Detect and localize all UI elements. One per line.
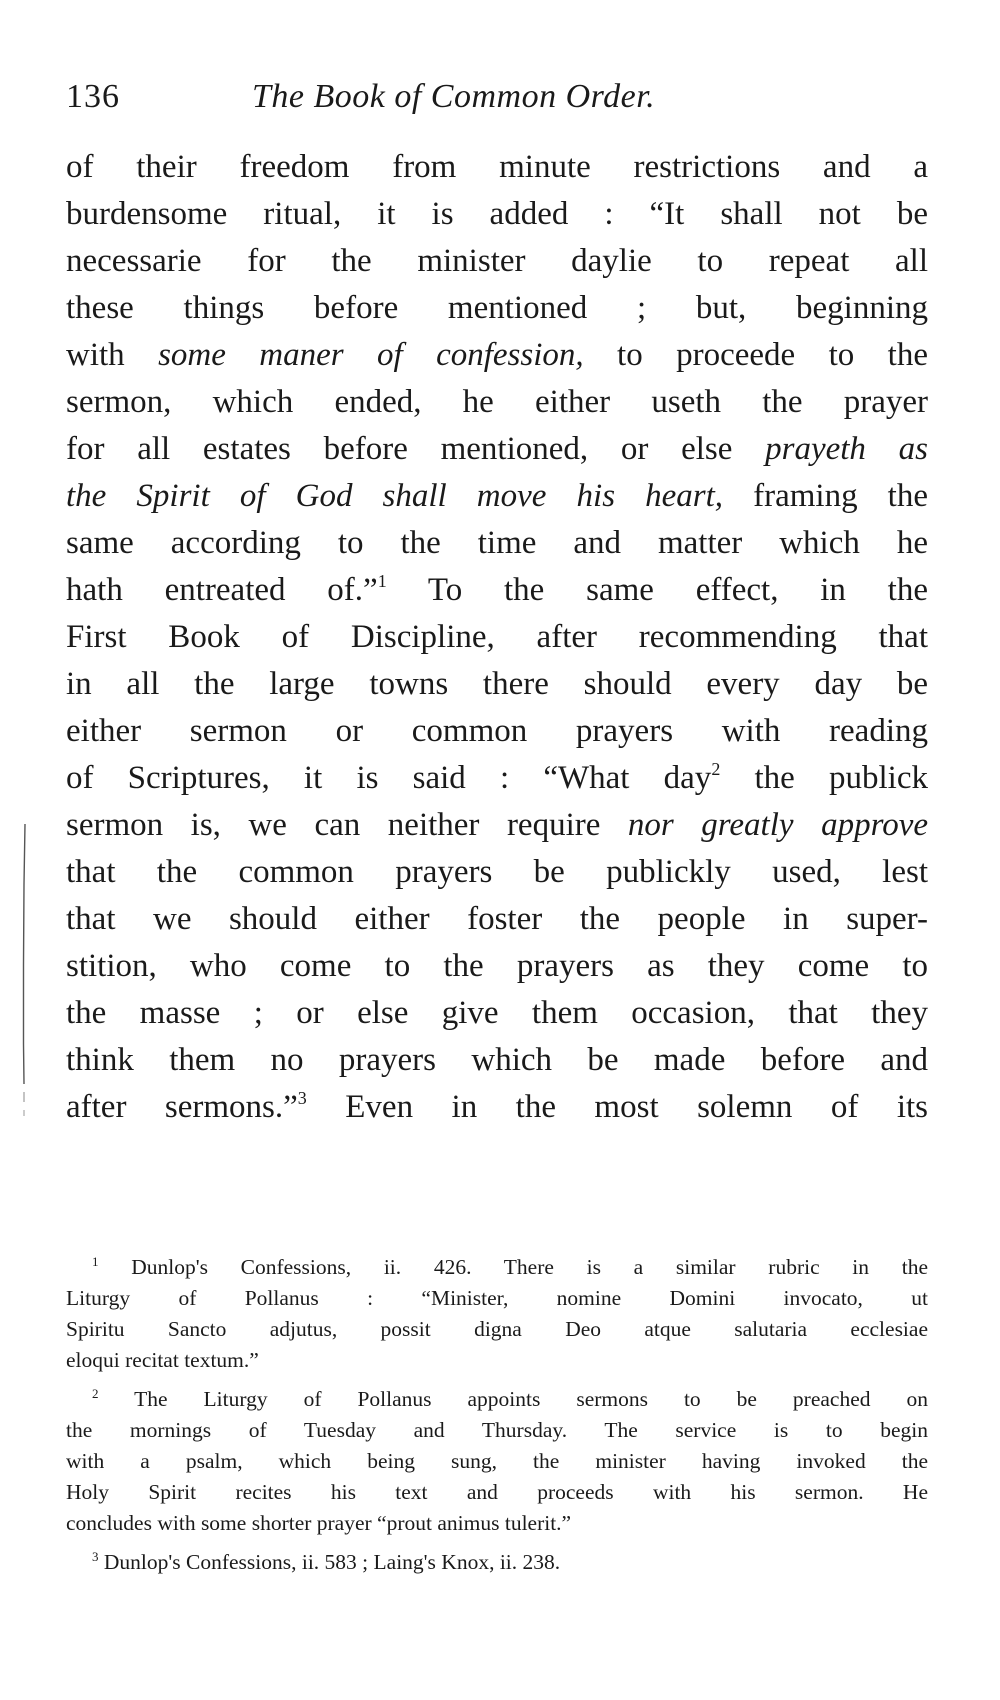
page-header <box>66 78 926 128</box>
text-run: after sermons.” <box>66 1089 298 1125</box>
text-run: The Liturgy of Pollanus appoints sermons to be preached on <box>98 1387 928 1411</box>
text-line <box>66 567 928 614</box>
page-number: 136 <box>66 78 120 115</box>
footnote-ref: 3 <box>297 1088 307 1108</box>
text-line: necessarie for the minister daylie to repeat all <box>66 243 928 279</box>
footnote-1 <box>66 1252 928 1376</box>
text-line: the masse ; or else give them occasion, that they <box>66 995 928 1031</box>
footnote-line: eloqui recitat textum.” <box>66 1348 259 1372</box>
text-line: that the common prayers be publickly used, lest <box>66 854 928 890</box>
text-run: of Scriptures, it is said : “What day <box>66 760 712 796</box>
text-run: Dunlop's Confessions, ii. 426. There is a similar rubric in the <box>98 1255 928 1279</box>
footnote-line: Holy Spirit recites his text and proceeds with his sermon. He <box>66 1480 928 1504</box>
text-line: either sermon or common prayers with reading <box>66 713 928 749</box>
text-line: these things before mentioned ; but, beginning <box>66 290 928 326</box>
body-text <box>66 144 928 1131</box>
italic-run: prayeth as <box>765 431 928 467</box>
footnote-line: concludes with some shorter prayer “prout animus tulerit.” <box>66 1511 572 1535</box>
text-line <box>66 755 928 802</box>
text-line: that we should either foster the people in super- <box>66 901 928 937</box>
footnote-number: 3 <box>92 1549 99 1564</box>
footnote-line <box>66 1547 928 1578</box>
text-run: with <box>66 337 159 373</box>
text-line: stition, who come to the prayers as they come to <box>66 948 928 984</box>
text-run: hath entreated of.” <box>66 572 378 608</box>
footnote-2 <box>66 1384 928 1539</box>
italic-run: nor greatly approve <box>627 807 928 843</box>
text-run: framing the <box>723 478 928 514</box>
footnote-line: Liturgy of Pollanus : “Minister, nomine Domini invocato, ut <box>66 1286 928 1310</box>
footnote-ref: 2 <box>711 759 721 779</box>
footnote-3 <box>66 1547 928 1578</box>
text-line <box>66 332 928 379</box>
text-line: same according to the time and matter which he <box>66 525 928 561</box>
text-line: of their freedom from minute restrictions and a <box>66 149 928 185</box>
text-line: burdensome ritual, it is added : “It shall not be <box>66 196 928 232</box>
text-line: sermon, which ended, he either useth the prayer <box>66 384 928 420</box>
footnote-number: 2 <box>92 1386 99 1401</box>
text-line <box>66 1084 928 1131</box>
text-run: sermon is, we can neither require <box>66 807 628 843</box>
margin-pencil-mark <box>22 824 26 1124</box>
text-line <box>66 426 928 473</box>
footnote-line: the mornings of Tuesday and Thursday. The service is to begin <box>66 1418 928 1442</box>
text-run: the publick <box>720 760 928 796</box>
text-line <box>66 802 928 849</box>
text-line: in all the large towns there should every day be <box>66 666 928 702</box>
italic-run: the Spirit of God shall move his heart, <box>66 478 724 514</box>
text-run: to proceede to the <box>583 337 928 373</box>
text-line: think them no prayers which be made before and <box>66 1042 928 1078</box>
text-line <box>66 473 928 520</box>
text-run: To the same effect, in the <box>386 572 928 608</box>
text-line: First Book of Discipline, after recommending that <box>66 619 928 655</box>
footnote-ref: 1 <box>377 571 387 591</box>
footnotes <box>66 1252 928 1586</box>
running-title: The Book of Common Order. <box>252 78 656 115</box>
text-run: Dunlop's Confessions, ii. 583 ; Laing's Knox, ii. 238. <box>98 1550 561 1574</box>
footnote-line <box>66 1384 928 1415</box>
footnote-line: with a psalm, which being sung, the minister having invoked the <box>66 1449 928 1473</box>
footnote-number: 1 <box>92 1254 99 1269</box>
footnote-line <box>66 1252 928 1283</box>
text-run: for all estates before mentioned, or else <box>66 431 766 467</box>
italic-run: some maner of confession, <box>158 337 584 373</box>
text-run: Even in the most solemn of its <box>306 1089 928 1125</box>
footnote-line: Spiritu Sancto adjutus, possit digna Deo atque salutaria ecclesiae <box>66 1317 928 1341</box>
